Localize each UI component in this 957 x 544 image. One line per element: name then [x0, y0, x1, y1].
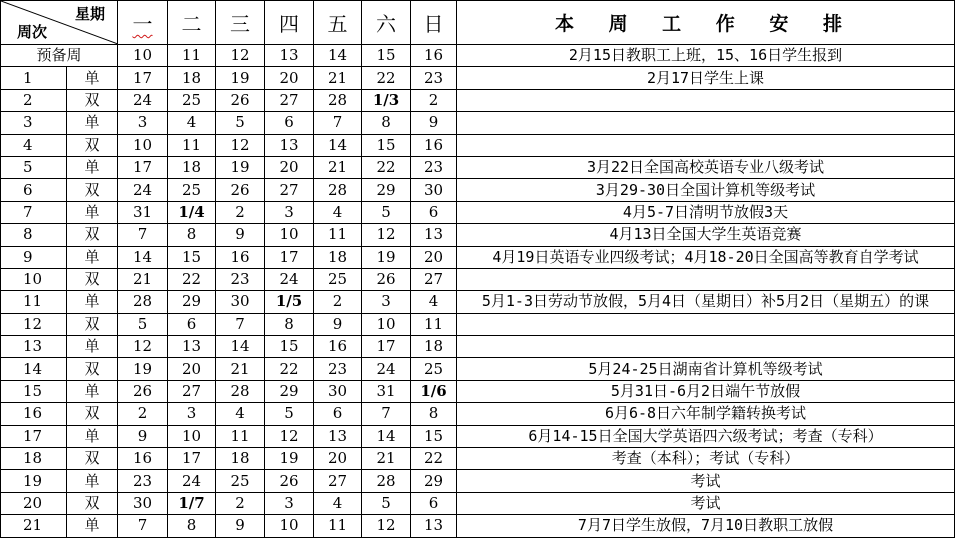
week-number: 12 [1, 313, 67, 335]
week-parity: 双 [67, 313, 118, 335]
day-header-tue: 二 [168, 1, 216, 45]
date-cell: 25 [168, 89, 216, 111]
date-cell: 31 [362, 380, 411, 402]
date-cell: 26 [265, 470, 314, 492]
week-parity: 双 [67, 448, 118, 470]
week-row [1, 470, 955, 492]
week-plan: 6月6-8日六年制学籍转换考试 [457, 403, 955, 425]
date-cell: 2 [216, 492, 265, 514]
date-cell: 2 [216, 201, 265, 223]
date-cell: 16 [118, 448, 168, 470]
week-number: 6 [1, 179, 67, 201]
week-number: 16 [1, 403, 67, 425]
week-plan: 5月24-25日湖南省计算机等级考试 [457, 358, 955, 380]
day-header-mon: 一 [118, 1, 168, 45]
date-cell: 12 [362, 224, 411, 246]
week-label: 预备周 [1, 45, 118, 67]
date-cell: 12 [118, 336, 168, 358]
date-cell: 22 [411, 448, 457, 470]
date-cell: 13 [168, 336, 216, 358]
week-plan: 4月5-7日清明节放假3天 [457, 201, 955, 223]
day-header-sun: 日 [411, 1, 457, 45]
date-cell: 9 [216, 515, 265, 537]
week-number: 3 [1, 112, 67, 134]
date-cell: 5 [118, 313, 168, 335]
date-cell: 30 [118, 492, 168, 514]
date-cell: 6 [411, 201, 457, 223]
date-cell: 27 [265, 179, 314, 201]
date-cell: 5 [362, 201, 411, 223]
week-row [1, 448, 955, 470]
week-row [1, 224, 955, 246]
date-cell: 21 [314, 67, 362, 89]
date-cell: 10 [265, 515, 314, 537]
week-number: 20 [1, 492, 67, 514]
date-cell: 15 [265, 336, 314, 358]
week-row [1, 380, 955, 402]
week-number: 13 [1, 336, 67, 358]
date-cell: 7 [314, 112, 362, 134]
date-cell: 19 [118, 358, 168, 380]
date-cell: 22 [168, 268, 216, 290]
date-cell: 30 [216, 291, 265, 313]
date-cell: 4 [216, 403, 265, 425]
date-cell: 25 [216, 470, 265, 492]
date-cell: 26 [216, 179, 265, 201]
date-cell: 13 [411, 515, 457, 537]
date-cell: 1/4 [168, 201, 216, 223]
week-plan: 2月17日学生上课 [457, 67, 955, 89]
week-number: 19 [1, 470, 67, 492]
date-cell: 30 [411, 179, 457, 201]
week-parity: 单 [67, 515, 118, 537]
week-parity: 单 [67, 67, 118, 89]
date-cell: 9 [411, 112, 457, 134]
week-plan [457, 134, 955, 156]
date-cell: 7 [118, 515, 168, 537]
date-cell: 12 [216, 134, 265, 156]
date-cell: 29 [265, 380, 314, 402]
date-cell: 23 [411, 67, 457, 89]
date-cell: 3 [168, 403, 216, 425]
date-cell: 12 [265, 425, 314, 447]
week-row [1, 336, 955, 358]
date-cell: 1/5 [265, 291, 314, 313]
week-parity: 单 [67, 246, 118, 268]
date-cell: 18 [216, 448, 265, 470]
date-cell: 23 [411, 156, 457, 178]
date-cell: 26 [216, 89, 265, 111]
date-cell: 11 [411, 313, 457, 335]
date-cell: 3 [362, 291, 411, 313]
week-parity: 双 [67, 179, 118, 201]
date-cell: 28 [362, 470, 411, 492]
date-cell: 23 [216, 268, 265, 290]
date-cell: 30 [314, 380, 362, 402]
date-cell: 11 [168, 45, 216, 67]
week-row [1, 268, 955, 290]
date-cell: 24 [118, 179, 168, 201]
week-plan: 5月31日-6月2日端午节放假 [457, 380, 955, 402]
date-cell: 15 [362, 134, 411, 156]
week-plan: 考查（本科）；考试（专科） [457, 448, 955, 470]
week-row [1, 291, 955, 313]
week-plan: 5月1-3日劳动节放假，5月4日（星期日）补5月2日（星期五）的课 [457, 291, 955, 313]
date-cell: 18 [411, 336, 457, 358]
week-number: 18 [1, 448, 67, 470]
date-cell: 23 [118, 470, 168, 492]
header-row [1, 1, 955, 45]
date-cell: 19 [216, 67, 265, 89]
week-row [1, 134, 955, 156]
date-cell: 11 [314, 224, 362, 246]
date-cell: 24 [168, 470, 216, 492]
date-cell: 24 [362, 358, 411, 380]
date-cell: 23 [314, 358, 362, 380]
date-cell: 22 [362, 156, 411, 178]
week-row [1, 515, 955, 537]
date-cell: 29 [362, 179, 411, 201]
week-parity: 单 [67, 201, 118, 223]
date-cell: 4 [168, 112, 216, 134]
date-cell: 27 [265, 89, 314, 111]
date-cell: 17 [118, 156, 168, 178]
date-cell: 9 [118, 425, 168, 447]
date-cell: 26 [362, 268, 411, 290]
date-cell: 5 [265, 403, 314, 425]
week-row [1, 492, 955, 514]
week-parity: 双 [67, 89, 118, 111]
week-plan: 3月29-30日全国计算机等级考试 [457, 179, 955, 201]
week-row [1, 246, 955, 268]
week-plan: 4月19日英语专业四级考试；4月18-20日全国高等教育自学考试 [457, 246, 955, 268]
date-cell: 6 [265, 112, 314, 134]
date-cell: 20 [168, 358, 216, 380]
date-cell: 15 [411, 425, 457, 447]
date-cell: 21 [314, 156, 362, 178]
week-plan: 2月15日教职工上班，15、16日学生报到 [457, 45, 955, 67]
date-cell: 22 [265, 358, 314, 380]
date-cell: 28 [314, 89, 362, 111]
corner-header-cell [1, 1, 118, 45]
day-header-fri: 五 [314, 1, 362, 45]
week-plan: 考试 [457, 470, 955, 492]
date-cell: 2 [118, 403, 168, 425]
date-cell: 27 [168, 380, 216, 402]
week-parity: 双 [67, 358, 118, 380]
week-plan [457, 112, 955, 134]
week-plan [457, 89, 955, 111]
date-cell: 16 [216, 246, 265, 268]
date-cell: 18 [168, 156, 216, 178]
date-cell: 10 [265, 224, 314, 246]
week-parity: 单 [67, 380, 118, 402]
week-number-axis-label: 周次 [17, 23, 48, 41]
date-cell: 14 [216, 336, 265, 358]
date-cell: 25 [314, 268, 362, 290]
date-cell: 12 [362, 515, 411, 537]
date-cell: 25 [411, 358, 457, 380]
date-cell: 10 [362, 313, 411, 335]
week-row [1, 156, 955, 178]
date-cell: 16 [314, 336, 362, 358]
week-number: 9 [1, 246, 67, 268]
date-cell: 17 [265, 246, 314, 268]
date-cell: 27 [314, 470, 362, 492]
week-parity: 双 [67, 224, 118, 246]
date-cell: 10 [118, 45, 168, 67]
date-cell: 7 [216, 313, 265, 335]
date-cell: 2 [411, 89, 457, 111]
week-row [1, 313, 955, 335]
week-number: 1 [1, 67, 67, 89]
date-cell: 21 [216, 358, 265, 380]
date-cell: 11 [168, 134, 216, 156]
week-row [1, 45, 955, 67]
week-number: 7 [1, 201, 67, 223]
week-number: 4 [1, 134, 67, 156]
day-header-thu: 四 [265, 1, 314, 45]
week-row [1, 67, 955, 89]
week-number: 8 [1, 224, 67, 246]
date-cell: 13 [411, 224, 457, 246]
date-cell: 8 [362, 112, 411, 134]
week-number: 5 [1, 156, 67, 178]
date-cell: 16 [411, 134, 457, 156]
weekday-axis-label: 星期 [74, 5, 105, 23]
week-plan: 7月7日学生放假，7月10日教职工放假 [457, 515, 955, 537]
week-parity: 单 [67, 291, 118, 313]
date-cell: 12 [216, 45, 265, 67]
date-cell: 28 [314, 179, 362, 201]
week-parity: 双 [67, 268, 118, 290]
date-cell: 19 [362, 246, 411, 268]
date-cell: 31 [118, 201, 168, 223]
date-cell: 18 [314, 246, 362, 268]
week-row [1, 425, 955, 447]
date-cell: 6 [411, 492, 457, 514]
week-row [1, 201, 955, 223]
date-cell: 4 [411, 291, 457, 313]
date-cell: 9 [216, 224, 265, 246]
date-cell: 4 [314, 492, 362, 514]
date-cell: 13 [265, 45, 314, 67]
week-plan: 考试 [457, 492, 955, 514]
week-parity: 单 [67, 112, 118, 134]
week-plan: 4月13日全国大学生英语竞赛 [457, 224, 955, 246]
date-cell: 14 [314, 134, 362, 156]
date-cell: 19 [216, 156, 265, 178]
week-number: 17 [1, 425, 67, 447]
date-cell: 14 [118, 246, 168, 268]
date-cell: 5 [362, 492, 411, 514]
week-plan [457, 336, 955, 358]
date-cell: 4 [314, 201, 362, 223]
date-cell: 3 [118, 112, 168, 134]
date-cell: 15 [362, 45, 411, 67]
date-cell: 14 [362, 425, 411, 447]
week-number: 2 [1, 89, 67, 111]
date-cell: 6 [168, 313, 216, 335]
date-cell: 10 [168, 425, 216, 447]
date-cell: 15 [168, 246, 216, 268]
date-cell: 7 [118, 224, 168, 246]
date-cell: 17 [362, 336, 411, 358]
week-number: 21 [1, 515, 67, 537]
week-number: 11 [1, 291, 67, 313]
date-cell: 28 [216, 380, 265, 402]
week-parity: 双 [67, 134, 118, 156]
plan-header: 本 周 工 作 安 排 [457, 1, 955, 45]
date-cell: 8 [168, 224, 216, 246]
date-cell: 2 [314, 291, 362, 313]
date-cell: 1/6 [411, 380, 457, 402]
week-number: 14 [1, 358, 67, 380]
week-parity: 单 [67, 336, 118, 358]
date-cell: 20 [265, 156, 314, 178]
date-cell: 1/3 [362, 89, 411, 111]
date-cell: 18 [168, 67, 216, 89]
week-row [1, 89, 955, 111]
date-cell: 29 [411, 470, 457, 492]
date-cell: 5 [216, 112, 265, 134]
date-cell: 13 [314, 425, 362, 447]
date-cell: 6 [314, 403, 362, 425]
week-plan [457, 313, 955, 335]
week-number: 15 [1, 380, 67, 402]
date-cell: 19 [265, 448, 314, 470]
date-cell: 11 [216, 425, 265, 447]
date-cell: 3 [265, 201, 314, 223]
week-parity: 单 [67, 425, 118, 447]
date-cell: 24 [118, 89, 168, 111]
date-cell: 13 [265, 134, 314, 156]
day-header-wed: 三 [216, 1, 265, 45]
date-cell: 8 [168, 515, 216, 537]
week-plan: 3月22日全国高校英语专业八级考试 [457, 156, 955, 178]
date-cell: 16 [411, 45, 457, 67]
week-parity: 单 [67, 470, 118, 492]
day-header-sat: 六 [362, 1, 411, 45]
date-cell: 14 [314, 45, 362, 67]
week-row [1, 358, 955, 380]
date-cell: 27 [411, 268, 457, 290]
date-cell: 3 [265, 492, 314, 514]
date-cell: 26 [118, 380, 168, 402]
week-plan [457, 268, 955, 290]
date-cell: 17 [168, 448, 216, 470]
week-parity: 双 [67, 403, 118, 425]
date-cell: 1/7 [168, 492, 216, 514]
date-cell: 25 [168, 179, 216, 201]
date-cell: 10 [118, 134, 168, 156]
date-cell: 11 [314, 515, 362, 537]
date-cell: 8 [265, 313, 314, 335]
week-row [1, 112, 955, 134]
date-cell: 8 [411, 403, 457, 425]
date-cell: 28 [118, 291, 168, 313]
week-row [1, 403, 955, 425]
date-cell: 29 [168, 291, 216, 313]
week-number: 10 [1, 268, 67, 290]
week-parity: 双 [67, 492, 118, 514]
week-plan: 6月14-15日全国大学英语四六级考试；考查（专科） [457, 425, 955, 447]
date-cell: 7 [362, 403, 411, 425]
week-parity: 单 [67, 156, 118, 178]
date-cell: 9 [314, 313, 362, 335]
date-cell: 20 [265, 67, 314, 89]
date-cell: 21 [362, 448, 411, 470]
week-row [1, 179, 955, 201]
date-cell: 20 [411, 246, 457, 268]
date-cell: 20 [314, 448, 362, 470]
date-cell: 24 [265, 268, 314, 290]
date-cell: 21 [118, 268, 168, 290]
date-cell: 17 [118, 67, 168, 89]
date-cell: 22 [362, 67, 411, 89]
